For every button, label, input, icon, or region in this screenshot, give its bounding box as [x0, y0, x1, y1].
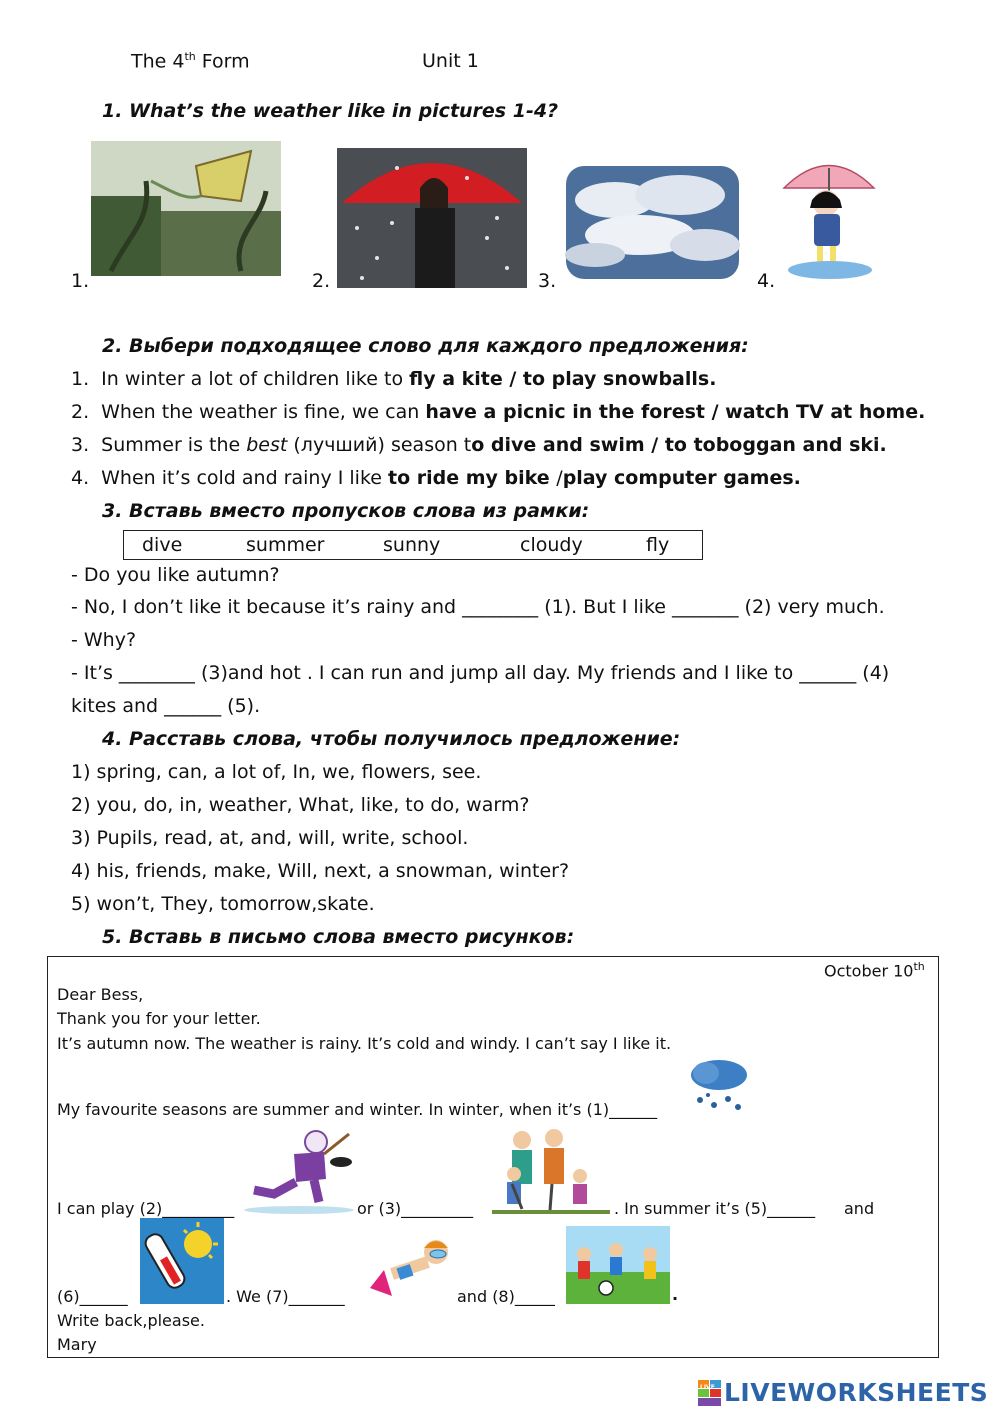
form-title: The 4th Form: [131, 50, 250, 73]
dialog-line: - It’s ________ (3)and hot . I can run and jump all day. My friends and I like to ______ (4): [71, 662, 890, 684]
dialog-line: - Why?: [71, 629, 137, 651]
letter-line: . We (7)_______: [226, 1287, 345, 1306]
pic-label-2: 2.: [312, 270, 331, 292]
letter-line: It’s autumn now. The weather is rainy. It’s cold and windy. I can’t say I like it.: [57, 1034, 672, 1053]
letter-line: . In summer it’s (5)______: [614, 1199, 816, 1218]
letter-signature: Mary: [57, 1335, 97, 1354]
letter-line: (6)______: [57, 1287, 128, 1306]
task1-heading: 1. What’s the weather like in pictures 1-4?: [102, 100, 559, 122]
scramble-item: 4) his, friends, make, Will, next, a snowman, winter?: [71, 860, 570, 882]
pic-label-3: 3.: [538, 270, 557, 292]
letter-closing: Write back,please.: [57, 1311, 205, 1330]
word-box-item: sunny: [383, 534, 441, 556]
dialog-line: - Do you like autumn?: [71, 564, 280, 586]
letter-line: and: [844, 1199, 875, 1218]
word-box: [123, 530, 703, 560]
unit-title: Unit 1: [422, 50, 479, 72]
scramble-item: 3) Pupils, read, at, and, will, write, school.: [71, 827, 469, 849]
pic-label-1: 1.: [71, 270, 90, 292]
windy-picture: [91, 141, 281, 276]
task4-heading: 4. Расставь слова, чтобы получилось предложение:: [102, 728, 681, 750]
football-kids-picture: [566, 1226, 670, 1304]
letter-line: I can play (2)_________: [57, 1199, 235, 1218]
task2-item-4: 4. When it’s cold and rainy I like to ride my bike /play computer games.: [71, 467, 801, 489]
dialog-line: - No, I don’t like it because it’s rainy and ________ (1). But I like _______ (2) very much.: [71, 596, 885, 618]
dialog-line: kites and ______ (5).: [71, 695, 261, 717]
word-box-item: fly: [646, 534, 670, 556]
scramble-item: 1) spring, can, a lot of, In, we, flowers, see.: [71, 761, 482, 783]
task3-heading: 3. Вставь вместо пропусков слова из рамки:: [102, 500, 590, 522]
scramble-item: 2) you, do, in, weather, What, like, to do, warm?: [71, 794, 530, 816]
snow-cloud-icon: [688, 1055, 750, 1113]
letter-line: My favourite seasons are summer and winter. In winter, when it’s (1)______: [57, 1100, 658, 1119]
letter-line: and (8)_____: [457, 1287, 555, 1306]
brand-name: LIVEWORKSHEETS: [724, 1378, 989, 1407]
snowy-umbrella-picture: [337, 148, 527, 288]
cloudy-picture: [560, 160, 745, 285]
hot-weather-icon: [140, 1218, 224, 1304]
letter-line: or (3)_________: [357, 1199, 474, 1218]
task5-heading: 5. Вставь в письмо слова вместо рисунков:: [102, 926, 575, 948]
letter-line: .: [672, 1285, 679, 1304]
swimming-boy-picture: [368, 1228, 456, 1302]
letter-line: Thank you for your letter.: [57, 1009, 261, 1028]
letter-greeting: Dear Bess,: [57, 985, 144, 1004]
word-box-item: dive: [142, 534, 183, 556]
hockey-player-picture: [244, 1124, 359, 1214]
skiing-family-picture: [492, 1124, 610, 1216]
task2-item-3: 3. Summer is the best (лучший) season to dive and swim / to toboggan and ski.: [71, 434, 887, 456]
task2-item-2: 2. When the weather is fine, we can have a picnic in the forest / watch TV at home.: [71, 401, 926, 423]
task2-heading: 2. Выбери подходящее слово для каждого предложения:: [102, 335, 749, 357]
scramble-item: 5) won’t, They, tomorrow,skate.: [71, 893, 375, 915]
rain-girl-picture: [780, 148, 878, 283]
word-box-item: summer: [246, 534, 325, 556]
word-box-item: cloudy: [520, 534, 583, 556]
letter-date: October 10th: [824, 960, 925, 981]
task2-item-1: 1. In winter a lot of children like to fly a kite / to play snowballs.: [71, 368, 717, 390]
pic-label-4: 4.: [757, 270, 776, 292]
